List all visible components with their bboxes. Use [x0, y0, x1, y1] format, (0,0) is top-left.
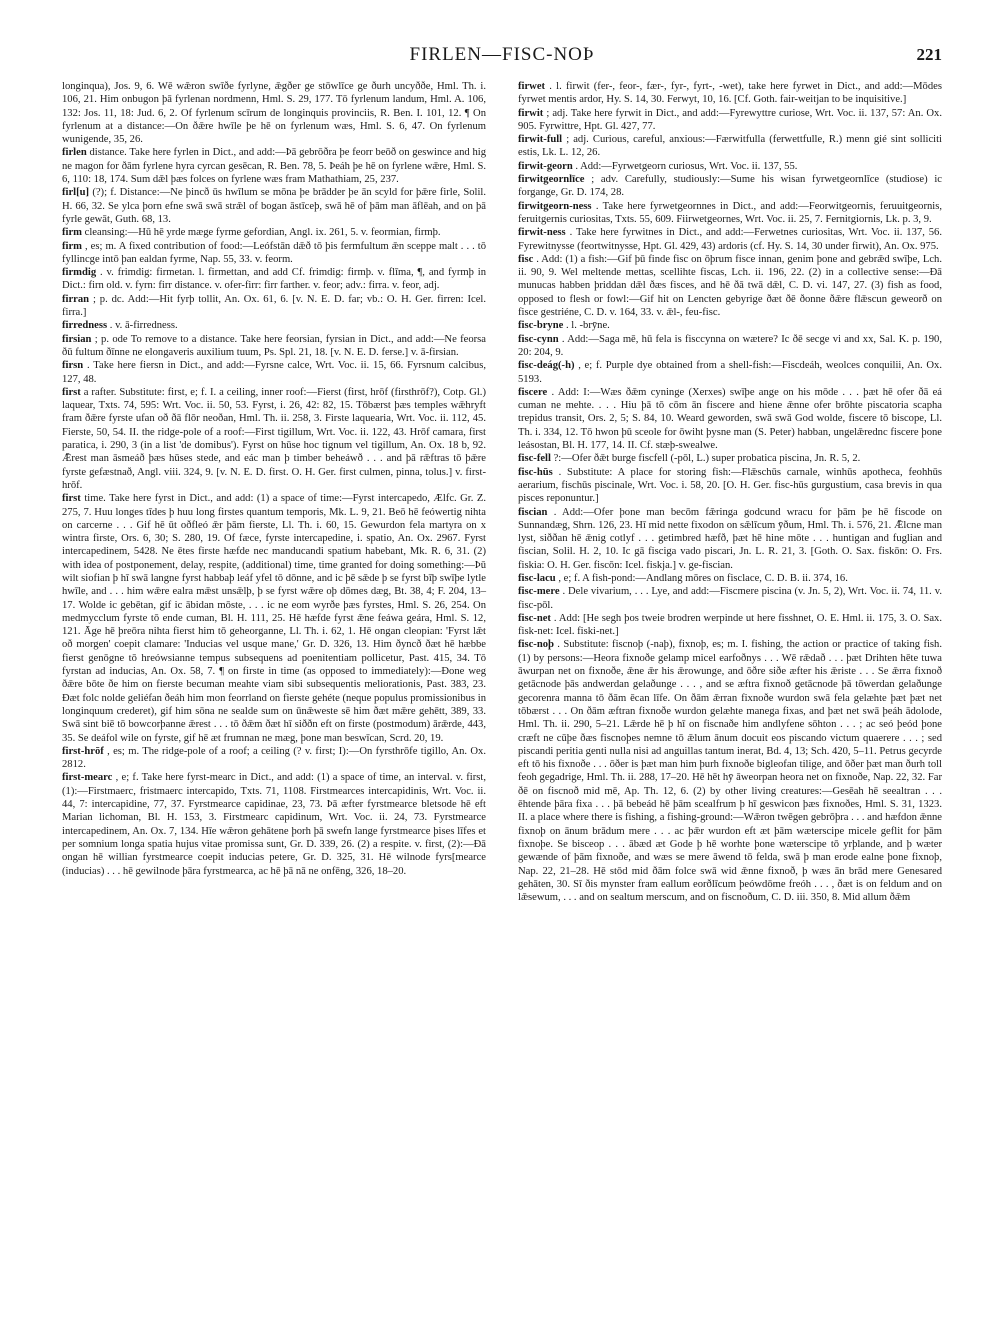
dictionary-entry: [518, 333, 942, 360]
entry-headword: fisc-noþ: [518, 639, 554, 651]
dictionary-entry: [518, 452, 942, 465]
dictionary-entry: [518, 638, 942, 904]
dictionary-entry: [518, 226, 942, 253]
entry-headword: firran: [62, 293, 90, 305]
entry-headword: first: [62, 386, 81, 398]
dictionary-entry: [518, 359, 942, 386]
dictionary-entry: [518, 319, 942, 332]
entry-headword: firmdig: [62, 267, 97, 279]
dictionary-entry: [518, 173, 942, 200]
dictionary-entry: [518, 253, 942, 319]
entry-text: ; p. dc. Add:—Hit fyrþ tollit, An. Ox. 61, 6. [v. N. E. D. far; vb.: O. H. Ger. firren: Icel. firra.]: [62, 293, 486, 319]
entry-text: . Dele vivarium, . . . Lye, and add:—Fiscmere piscina (v. Jn. 5, 2), Wrt. Voc. ii. 74, 11. v. fisc-pōl.: [518, 586, 942, 611]
entry-headword: firsn: [62, 360, 84, 372]
entry-text: . l. firwit (fer-, feor-, fær-, fyr-, fyrt-, -wet), take here fyrwet in Dict., and add:—Mōdes fyrwet mentis ardor, Hy. S. 14, 30. Ferwyt, 10, 16. [Cf. Goth. fair-weitjan to be inquisitive.]: [518, 81, 942, 106]
dictionary-entry: [62, 293, 486, 320]
entry-headword: first-hrōf: [62, 745, 104, 757]
entry-headword: firm: [62, 240, 82, 252]
entry-headword: first: [62, 493, 81, 505]
entry-text: . l. -brȳne.: [565, 320, 610, 332]
dictionary-entry: [518, 506, 942, 572]
entry-text: longinqua), Jos. 9, 6. Wē wǣron swīðe fyrlyne, ǣgðer ge stōwlīce ge ðurh uncyððe, Hml. Th. i. 106, 21. Him onbugon þā fyrlenan nordmenn, Hml. S. 29, 177. Tō fyrlenum landum, Hml. A. 106, 132: Jos. 11, 18: Jud. 6, 2. Of fyrlenum scīrum de longinquis provinciis, R. Ben. I. 101, 12. ¶ On fyrlenum at a distance:—On ðǣre hwīle þe hē on fyrlenum wæs, Hml. S. 6, 47. On fyrlenum wunigende, 35, 26.: [62, 81, 486, 146]
dictionary-entry: [518, 133, 942, 160]
dictionary-entry: [62, 492, 486, 745]
dictionary-entry: [62, 266, 486, 293]
page-number: 221: [916, 45, 942, 64]
dictionary-entry: [518, 612, 942, 639]
entry-headword: first-mearc: [62, 772, 113, 784]
entry-headword: firlen: [62, 147, 87, 159]
entry-text: . Add: (1) a fish:—Gif þū finde fisc on ōþrum fisce innan, genim þone and gebrǣd swīþe, Lch. ii. 90, 9. Wel meltende mettas, scellihte fiscas, Lch. ii. 196, 22. (2) in a collective sense:—Ðā munucas habben þriddan dǣl ðæs fisces, and hē ðā twā dǣl, C. D. vi. 147, 27. (3) fish as food, opposed to flesh or fowl:—Gif hit on Lencten gebyrige ðæt ðē ðonne ðǣre flǣscun geweorð on fisce gestriéne, C. D. v. 164, 33. v. ǣl-, feu-fisc.: [518, 253, 942, 319]
dictionary-entry: [518, 80, 942, 107]
entry-text: ; p. ode To remove to a distance. Take here feorsian, fyrsian in Dict., and add:—Ne feorsa ðū fultum ðīnne ne elongaveris auxilium tuum, Ps. Spl. 21, 18. [v. N. E. D. ferse.] v. ā-firsian.: [62, 333, 486, 358]
entry-headword: firwit: [518, 107, 544, 119]
entry-headword: fiscian: [518, 506, 548, 518]
dictionary-entry: [62, 745, 486, 772]
entry-text: a rafter. Substitute: first, e; f. I. a ceiling, inner roof:—Fierst (first, hrōf (firsthrōf?), Cotp. Gl.) laquear, Txts. 74, 595: Wrt. Voc. ii. 50, 53. Fyrst, i. 26, 42: 82, 15. Tōbærst þæs temples wǣhryft fram ðǣre fyrste ufan oð ðā flōr neoðan, Hml. Th. ii. 258, 3. Firste laquearia, Wrt. Voc. ii. 112, 45. Fierste, 50, 54. II. the ridge-pole of a roof:—First tigillum, Wrt. Voc. ii. 122, 43. Hrōf camara, first paratica, i. 290, 3 (in a list 'de domibus'). Fyrst on hūse hoc tignum vel tigillum, An. Ox. 18 b, 92. Ǣrest man āsmeáð þæs hūses stede, and eác man þ timber beheáwð . . . and þā rǣftras tō þǣre fyrste gefæstnað, Angl. viii. 324, 9. [v. N. E. D. first. O. H. Ger. first culmen, pinna, tolus.] v. first-hrōf.: [62, 386, 486, 491]
left-column: [62, 80, 486, 904]
dictionary-entry: [62, 319, 486, 332]
entry-headword: fisc-mere: [518, 586, 560, 598]
entry-headword: firredness: [62, 320, 108, 332]
entry-headword: firwet: [518, 81, 546, 92]
entry-text: . Take here fyrwetgeornnes in Dict., and add:—Feorwitgeornis, feruuitgeornis, feruitgernis curiositas, Txts. 55, 609. Fiirwetgeornes, Wrt. Voc. ii. 25, 7. Fernitgiornis, Lk. p. 3, 9.: [518, 200, 942, 225]
entry-text: . Add: I:—Wæs ðǣm cyninge (Xerxes) swīþe ange on his mōde . . . þæt hē ofer ðā eá cuman ne mehte. . . . Hiu þā tō cōm ān fiscere and hiene ǣnne ofer brōhte piscatoria scapha trepidus transit, Ors. 2, 5; S. 84, 10. Weard geworden, swā swā God wolde, fiscere tō biscope, Ll. Th. i. 334, 12. Tō hwon þū sceole for ōwiht þysne man (S. Peter) habban, ungelǣrednc fiscere þone leásostan, Bl. H. 177, 14. II. Cf. stæþ-swealwe.: [518, 386, 942, 452]
entry-headword: firwit-georn: [518, 160, 573, 172]
entry-headword: firsian: [62, 333, 92, 345]
dictionary-entry: [62, 240, 486, 267]
entry-headword: fisc-cynn: [518, 333, 559, 345]
right-column: [518, 80, 942, 904]
entry-text: , es; m. The ridge-pole of a roof; a ceiling (? v. first; I):—On fyrsthrōfe tigillo, An. Ox. 2812.: [62, 745, 486, 771]
dictionary-entry: [62, 771, 486, 877]
entry-text: , es; m. A fixed contribution of food:—Leófstān dǣð tō þis fermfultum ǣn sceppe malt . . . tō fyllincge intō þan ealdan fyrme, Nap. 55, 33. v. feorm.: [62, 240, 486, 265]
entry-headword: fisc-deág(-h): [518, 360, 575, 372]
entry-text: , e; f. Take here fyrst-mearc in Dict., and add: (1) a space of time, an interval. v. first, (1):—Firstmaerc, fristmaerc intercapido, Txts. 71, 1108. Firstmearces intercapidinis, Wrt. Voc. ii. 44, 7: intercapidine, 77, 37. Fyrstmearce capidinae, 23, 73. Þā æfter fyrstmearce bletsode hē eft Marian lichoman, Bl. H. 153, 3. Firstmearc capidinum, Wrt. Voc. ii. 24, 73. Fyrstmearce intercapedinem, An. Ox. 7, 134. Hīe wǣron gehātene þorh þā swefn lange fyrstmearce þises līfes et per somnium longa spatia hujus vitae promissa sunt, Gr. D. 339, 26. (2) a respite. v. first, (2):—Ðā ongan hē willian fyrstmearce coepit inducias petere, Gr. D. 325, 31. Hē wilnode fyrs[mearce (inducias) . . . hē gewilnode þāra fyrstmearca, ac hē þā nā ne onfēng, 326, 18–20.: [62, 772, 486, 877]
entry-headword: fisc-fell: [518, 453, 551, 465]
dictionary-entry: [62, 333, 486, 360]
dictionary-entry: [518, 466, 942, 506]
dictionary-entry: [518, 107, 942, 134]
entry-text: . Take here fyrwitnes in Dict., and add:—Ferwetnes curiositas, Wrt. Voc. ii. 137, 56. Fyrewitnysse (feortwitnysse, Hpt. Gl. 429, 43) ardoris (cf. Hy. S. 14, 30 under firwit), An. Ox. 975.: [518, 227, 942, 252]
entry-headword: fisc-lacu: [518, 572, 556, 584]
entry-headword: fisc-bryne: [518, 320, 564, 332]
entry-headword: firwitgeorn-ness: [518, 200, 592, 212]
entry-headword: fisc-hūs: [518, 466, 553, 478]
entry-text: . Add:—Ofer þone man becōm fǣringa godcund wracu for þām þe hē fiscode on Sunnandæg, Shrn. 126, 23. Hī mid nette fixodon on sǣlīcum ȳðum, Hml. Th. i. 576, 21. Ǣlcne man lyst, siððan hē ǣnig cotlyf . . . getimbred hæfð, þæt hē hine mōte . . . huntigan and fuglian and fiscian, Solil. H. 2, 10. Ic gā fiscigа vado piscari, Jn. L. R. 21, 3. [Goth. O. Sax. fiskōn: O. Frs. fiskia: O. H. Ger. fiscōn: Icel. fiskja.] v. ge-fiscian.: [518, 506, 942, 571]
entry-headword: fisc-net: [518, 612, 551, 624]
dictionary-entry: [62, 386, 486, 492]
dictionary-entry: [62, 80, 486, 146]
entry-text: (?); f. Distance:—Ne þincð ūs hwīlum se mōna þe brādder þe ān scyld for þǣre firle, Solil. H. 66, 32. Se ylca þorn efne swā swā strǣl of bogan āstīceþ, swā hē of þām man āflēah, and on þā fyrle gewāt, Guth. 68, 13.: [62, 187, 486, 225]
entry-text: , e; f. Purple dye obtained from a shell-fish:—Fiscdeáh, weolces conquilii, An. Ox. 5193.: [518, 360, 942, 385]
entry-headword: fisc: [518, 253, 534, 265]
dictionary-entry: [62, 186, 486, 226]
entry-text: . v. ā-firredness.: [109, 320, 178, 332]
entry-text: . Add:—Saga mē, hū fela is fisccynna on wætere? Ic ðē secge vi and xx, Sal. K. p. 190, 20: 204, 9.: [518, 333, 942, 358]
text-columns: [62, 80, 942, 904]
dictionary-entry: [62, 146, 486, 186]
entry-headword: fiscere: [518, 386, 548, 398]
dictionary-entry: [62, 226, 486, 239]
entry-headword: firm: [62, 227, 82, 239]
dictionary-entry: [62, 359, 486, 386]
entry-text: . v. frimdig: firmetan. l. firmettan, and add Cf. frimdig: firmþ. v. flīma, ¶, and fyrmþ in Dict.: firn old. v. fyrn: firr distance. v. ofer-firr: firr farther. v. feor; adv.: firra. v. feor, adj.: [62, 267, 486, 292]
entry-text: ; adj. Take here fyrwit in Dict., and add:—Fyrewyttre curiose, Wrt. Voc. ii. 137, 57: An. Ox. 905. Fyrwittre, Hpt. Gl. 427, 77.: [518, 107, 942, 132]
entry-text: time. Take here fyrst in Dict., and add: (1) a space of time:—Fyrst intercapedo, Ælfc. Gr. Z. 275, 7. Huu longes tīdes þ huu long firstes quantum temporis, Mk. L. 9, 21. Beō hē feówertig nihta on carcerne . . . Gif hē ūt oðfleó ǣr þām fierste, Ll. Th. i. 60, 15. Gewurdon fela martyra on x wintra firste, Ors. 6, 30; S. 280, 19. Of fæce, fyrste intercapedine, i. spatio, An. Ox. 2967. Fyrst intercapedinem, 5428. Ne ētes firste hæfde nec manducandi spatium habebant, Mk. R. 6, 31. (2) with idea of postponement, delay, respite, (additional) time, time granted for doing something:—Þū wilt siofian þ hī swā langne fyrst habbaþ leáf yfel tō dōnne, and ic þē sǣde þ se fyrst bīþ swīþe lytle hwīle, and . . . him wǣre ealra mǣst unsǣlþ, þ se fyrst wǣre oþ dōmes dæg, Bt. 38, 4; F. 204, 13–17. Wolde ic gebētan, gif ic ābidan mōste, . . . ic ne eom wyrðe þæs fyrstes, Hml. S. 26, 254. On medmycclum fyrste tō ende cuman, Bl. H. 111, 25. Hē hæfde fyrst ǣne feáwa geára, Hml. S. 12, 121. Āge hē þreōra nihta fierst him tō geheorganne, Ll. Th. i. 62, 1. Hē ongan cleopian: 'Fyrst lǣt oð morgen' coepit clamare: 'Inducias vel usque mane,' Gr. D. 326, 13. Him ðyncð ðæt hē hæbbe fierst genōgne tō hreówsianne tempus subsequens ad poenitentiam pollicetur, Past. 415, 34. Tō fyrstan ad inducias, An. Ox. 58, 7. ¶ on firste in time (as opposed to immediately):—Ðone weg ðǣre bōte ðe him on fierste becuman meahte viam sibi subsequentis meliorationis, Past. 383, 23. Ðæt folc nolde geliéfan ðeáh him mon feorrland on fierste gehéte (neque populus promissionibus in longinquum crederet), gif him sōna ne sealde sum on ūnǣweste sē him ðæt mǣre gehētt, 389, 33. Swā sint biē tō bowcorþanne ǣrest . . . tō ðǣm ðæt hī siððn eft on firste (postmodum) ārǣrde, 443, 35. Se deáfol wile on fyrste, gif hē æt frumnan ne mæg, þone man beswīcan, Scrd. 20, 19.: [62, 493, 487, 744]
dictionary-entry: [518, 585, 942, 612]
entry-text: , e; f. A fish-pond:—Andlang mōres on fisclace, C. D. B. ii. 374, 16.: [558, 572, 848, 584]
entry-text: ; adv. Carefully, studiously:—Sume his wisan fyrwetgeornlīce (studiose) ic forgange, Gr. D. 174, 28.: [518, 174, 942, 199]
dictionary-entry: [518, 200, 942, 227]
entry-headword: firl[u]: [62, 187, 90, 199]
entry-headword: firwit-full: [518, 134, 563, 146]
entry-text: . Substitute: A place for storing fish:—Flǣschūs carnale, winhūs apotheca, feohhūs aerarium, fischūs piscinale, Wrt. Voc. i. 58, 20. [O. H. Ger. fisc-hūs gurgustium, casa brevis in qua pisces reponuntur.]: [518, 466, 942, 505]
entry-text: distance. Take here fyrlen in Dict., and add:—Þā gebrōðra þe feorr beōð on geswince and hig ne magon for ðām fyrlene hyra cyrcan gesēcan, R. Ben. 78, 5. Þeáh þe hē on fyrlene wǣre, Hml. S. 6, 110: 18, 174. Sum dǣl þæs folces on fyrlene wæs fram Mathathiam, 25, 237.: [62, 147, 486, 186]
dictionary-entry: [518, 160, 942, 173]
entry-text: cleansing:—Hū hē yrde mæge fyrme gefordian, Angl. ix. 261, 5. v. feormian, firmþ.: [84, 227, 441, 239]
entry-text: . Substitute: fiscnoþ (-naþ), fixnoþ, es; m. I. fishing, the action or practice of taking fish. (1) by persons:—Heora fixnoðe gelamp micel earfoðnys . . . Wē rǣdað . . . þæt Drihten hēte tuwa āwurpan net on fixnoðe, ǣne ǣr his ǣrowunge, and ōðre siðe æfter his ǣriste . . . Se ǣrra fixnoð getācnode þās andwerdan gelaðunge . . . , and se æftra fixnoð getācnode þā tōwerdan gelaðunge gecorenra manna tō ðām ēcan līfe. On ðām ǣrran fixnoðe wurdon swā fela gelæhte þæt þæt net tōbærst . . . On ðām æftran fixnoðe wurdon gelæhte manega fixas, and þæt net swā þeáh ādolode, Hml. Th. ii. 290, 5–21. Lǣrde hē þ hī on fiscnaðe him andlyfene sōhton . . . ; ac seó þeód þone cræft ne cūþe ðæs fiscnoþes nemne tō ǣlum ānum docuit eos piscando victum quaerere . . . ; sed piscandi peritia genti nulla nisi ad anguillas tantum inerat, Bd. 4, 13; Sch. 420, 5–11. Petrus gecyrde eft tō his fixnoðe . . . ōðer is þæt man him þurh fixnoðe bigleofan tilige, and ōðer þæt man ðurh toll feoh gegadrige, Hml. Th. ii. 288, 17–20. Hē hēt hȳ āweorpan heora net on fixnoðe, Nap. 22, 32. Far ðē on fiscnoð mid mē, Ap. Th. 12, 6. (2) by other living creatures:—Gesēah hē seealtran . . . ēhtende þāra fixa . . . þā bebeád hē þām scealfrum þ hī geswicon þæs fixnoðes, Hml. S. 31, 1323. II. a place where there is fishing, a fishing-ground:—Wǣron twēgen gebrōþra . . . and hæfdon ǣnne fixnoþ on ānum brādum mere . . . ac þǣr wurdon eft æt þām wæterscipe micele geflit for þām fixnoþe. Se bisceop . . . ābæd æt Gode þ hē worhte þone wæterscipe tō yrþlande, and þ wæter gewænde of þām fixnoðe, and wæs se mere āwend tō felda, swā þ man erode ealne þone fixnoþ, Nap. 22, 21–28. Hē stōd mid ðām folce swā wid ǣnne fixnoð, þ wæs ān brād mere Genesared gehāten, 30. Sī ðis mynster fram eallum eorðlīcum þeówdōme freóh . . . , ðæt is on feldum and on lǣsewum, . . . and on sealtum merscum, and on fiscnoðum, C. D. iii. 350, 8. Mid allum ðǣm: [518, 639, 942, 904]
entry-text: . Add:—Fyrwetgeorn curiosus, Wrt. Voc. ii. 137, 55.: [575, 160, 798, 172]
dictionary-entry: [518, 386, 942, 452]
entry-text: ; adj. Curious, careful, anxious:—Færwitfulla (ferwettfulle, R.) menn gié sint solliciti estis, Lk. L. 12, 26.: [518, 134, 942, 159]
page-title: FIRLEN—FISC-NOÞ: [409, 44, 595, 65]
entry-headword: firwit-ness: [518, 227, 566, 239]
running-head: [62, 40, 942, 72]
dictionary-page: [62, 40, 942, 1286]
entry-text: . Take here fiersn in Dict., and add:—Fyrsne calce, Wrt. Voc. ii. 15, 66. Fyrsnum calcibus, 127, 48.: [62, 360, 486, 385]
entry-text: ?:—Ofer ðǣt burge fiscfell (-pōl, L.) super probatica piscina, Jn. R. 5, 2.: [553, 453, 861, 465]
entry-text: . Add: [He segh þos tweie brodren werpinde ut here fisshnet, O. E. Hml. ii. 175, 3. O. Sax. fisk-net: Icel. fiski-net.]: [518, 612, 942, 638]
entry-headword: firwitgeornlīce: [518, 174, 585, 186]
dictionary-entry: [518, 572, 942, 585]
